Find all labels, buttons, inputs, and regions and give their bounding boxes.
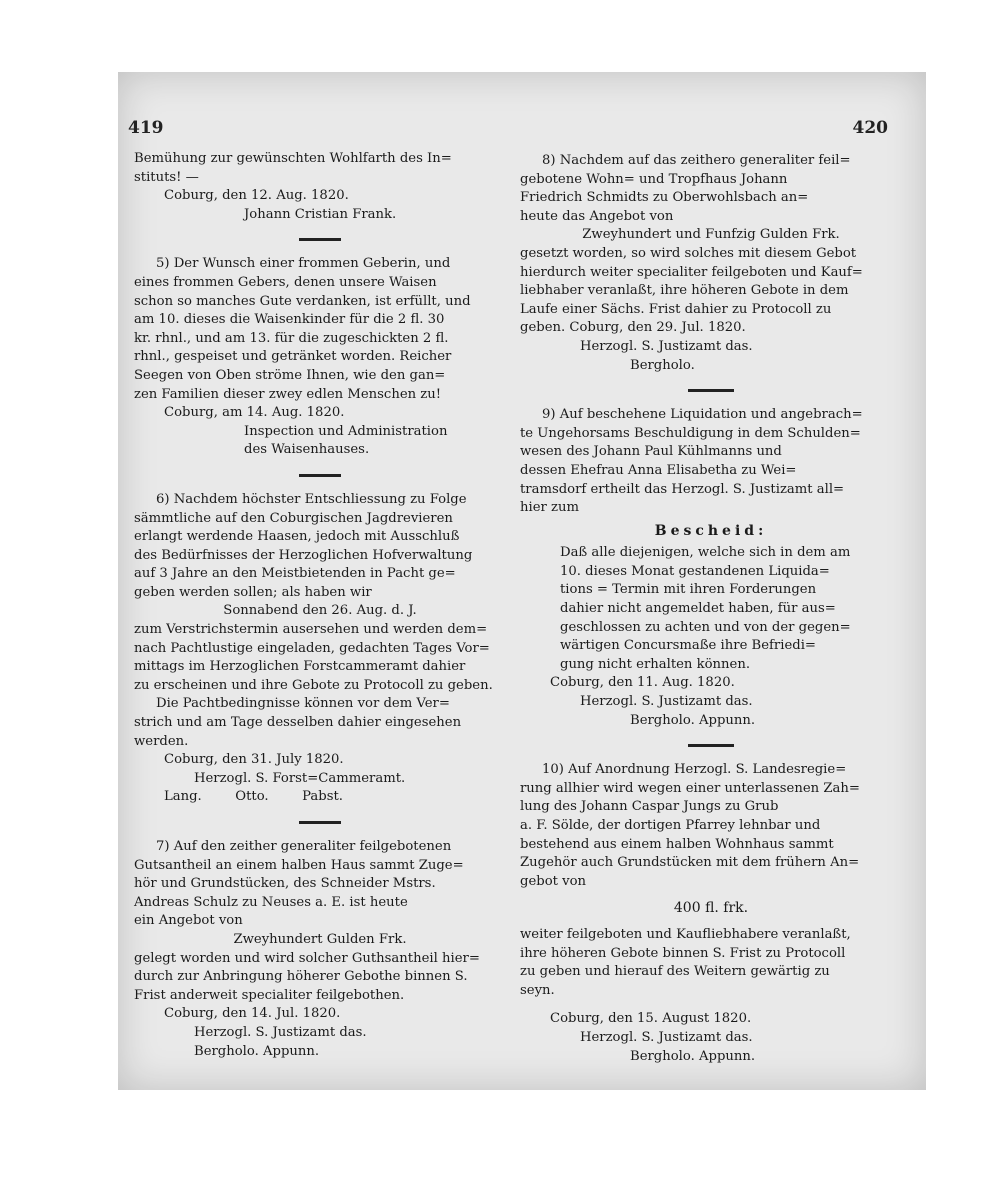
- spacer: [520, 1000, 902, 1010]
- signature: Johann Cristian Frank.: [244, 206, 397, 222]
- dateline: Coburg, den 31. July 1820.: [164, 752, 344, 768]
- text-line: tions = Termin mit ihren Forderungen: [560, 582, 817, 598]
- section-divider: [299, 474, 341, 477]
- text-line: rhnl., gespeiset und getränket worden. Reicher: [134, 349, 452, 365]
- text-line: 9) Auf beschehene Liquidation und angebrach=: [542, 407, 863, 423]
- signature: Bergholo. Appunn.: [194, 1043, 320, 1059]
- text-line: hier zum: [520, 500, 579, 516]
- scanned-page-spread: [118, 72, 926, 1090]
- dateline: Coburg, den 12. Aug. 1820.: [164, 188, 349, 204]
- text-line: am 10. dieses die Waisenkinder für die 2 fl. 30: [134, 312, 445, 328]
- text-line: mittags im Herzoglichen Forstcammeramt dahier: [134, 659, 466, 675]
- text-line: gebotene Wohn= und Tropfhaus Johann: [520, 171, 788, 187]
- amount-line: 400 fl. frk.: [673, 900, 749, 917]
- text-line: durch zur Anbringung höherer Gebothe binnen S.: [134, 969, 468, 985]
- text-line: Zugehör auch Grundstücken mit dem frühern An=: [520, 855, 860, 871]
- text-line: zu erscheinen und ihre Gebote zu Protocoll zu geben.: [134, 677, 493, 693]
- text-line: eines frommen Gebers, denen unsere Waisen: [134, 274, 437, 290]
- text-line: gelegt worden und wird solcher Guthsantheil hier=: [134, 950, 480, 966]
- notice-8: [520, 152, 902, 375]
- dateline: Coburg, den 14. Jul. 1820.: [164, 1006, 341, 1022]
- text-line: des Bedürfnisses der Herzoglichen Hofverwaltung: [134, 547, 473, 563]
- text-line: dahier nicht angemeldet haben, für aus=: [560, 601, 836, 617]
- page-number-right: 420: [852, 118, 888, 138]
- signature: Lang. Otto. Pabst.: [164, 789, 343, 805]
- decision-text: [520, 544, 902, 674]
- text-line: Sonnabend den 26. Aug. d. J.: [223, 603, 417, 619]
- dateline: Coburg, den 15. August 1820.: [550, 1011, 752, 1027]
- text-line: wesen des Johann Paul Kühlmanns und: [520, 444, 782, 460]
- text-line: zum Verstrichstermin ausersehen und werden dem=: [134, 622, 488, 638]
- text-line: seyn.: [520, 982, 555, 998]
- text-line: erlangt werdende Haasen, jedoch mit Ausschluß: [134, 529, 460, 545]
- text-line: rung allhier wird wegen einer unterlassenen Zah=: [520, 780, 860, 796]
- text-line: Frist anderweit specialiter feilgebothen.: [134, 987, 405, 1003]
- text-line: lung des Johann Caspar Jungs zu Grub: [520, 799, 779, 815]
- text-line: Seegen von Oben ströme Ihnen, wie den gan=: [134, 367, 446, 383]
- text-line: Zweyhundert Gulden Frk.: [233, 931, 407, 947]
- left-column: [134, 150, 506, 1061]
- text-line: geschlossen zu achten und von der gegen=: [560, 619, 851, 635]
- text-line: werden.: [134, 733, 189, 749]
- text-line: gebot von: [520, 873, 587, 889]
- section-divider: [299, 821, 341, 824]
- text-line: gesetzt worden, so wird solches mit diesem Gebot: [520, 245, 857, 261]
- text-line: Die Pachtbedingnisse können vor dem Ver=: [156, 696, 450, 712]
- text-line: 10. dieses Monat gestandenen Liquida=: [560, 563, 830, 579]
- text-line: Daß alle diejenigen, welche sich in dem am: [560, 545, 851, 561]
- text-line: 6) Nachdem höchster Entschliessung zu Folge: [156, 491, 467, 507]
- text-line: hör und Grundstücken, des Schneider Mstrs.: [134, 876, 436, 892]
- text-line: 7) Auf den zeither generaliter feilgebotenen: [156, 839, 452, 854]
- dateline: Coburg, am 14. Aug. 1820.: [164, 405, 345, 421]
- text-line: a. F. Sölde, der dortigen Pfarrey lehnbar und: [520, 818, 821, 833]
- text-line: geben werden sollen; als haben wir: [134, 584, 372, 600]
- text-line: dessen Ehefrau Anna Elisabetha zu Wei=: [520, 462, 797, 478]
- text-line: Laufe einer Sächs. Frist dahier zu Protocoll zu: [520, 301, 832, 317]
- section-divider: [688, 744, 734, 747]
- text-line: ihre höheren Gebote binnen S. Frist zu Protocoll: [520, 945, 846, 961]
- signature: Bergholo.: [630, 357, 695, 373]
- text-line: hierdurch weiter specialiter feilgeboten und Kauf=: [520, 264, 863, 280]
- signature: Inspection und Administration: [244, 423, 448, 439]
- signature: Herzogl. S. Justizamt das.: [580, 338, 753, 354]
- dateline: geben. Coburg, den 29. Jul. 1820.: [520, 320, 746, 336]
- text-line: te Ungehorsams Beschuldigung in dem Schulden=: [520, 425, 861, 441]
- text-line: Gutsantheil an einem halben Haus sammt Zuge=: [134, 857, 464, 873]
- notice-7: [134, 838, 506, 1061]
- text-line: schon so manches Gute verdanken, ist erfüllt, und: [134, 293, 471, 309]
- signature: Herzogl. S. Justizamt das.: [194, 1024, 367, 1040]
- text-line: zen Familien dieser zwey edlen Menschen zu!: [134, 386, 442, 402]
- text-line: bestehend aus einem halben Wohnhaus sammt: [520, 836, 834, 852]
- signature: Bergholo. Appunn.: [630, 1048, 756, 1064]
- notice-10: [520, 761, 902, 1066]
- notice-5: [134, 255, 506, 460]
- notice-6: [134, 491, 506, 807]
- page-number-left: 419: [128, 118, 164, 138]
- text-line: Zweyhundert und Funfzig Gulden Frk.: [582, 227, 840, 243]
- text-line: weiter feilgeboten und Kaufliebhabere veranlaßt,: [520, 926, 851, 942]
- text-line: heute das Angebot von: [520, 208, 674, 224]
- text-line: gung nicht erhalten können.: [560, 656, 751, 672]
- text-line: tramsdorf ertheilt das Herzogl. S. Justizamt all=: [520, 481, 845, 497]
- text-line: stituts! —: [134, 169, 199, 185]
- section-divider: [299, 238, 341, 241]
- dateline: Coburg, den 11. Aug. 1820.: [550, 675, 735, 691]
- right-column: [520, 150, 902, 1066]
- signature: Herzogl. S. Justizamt das.: [580, 1029, 753, 1045]
- signature: Herzogl. S. Forst=Cammeramt.: [194, 770, 406, 786]
- text-line: wärtigen Concursmaße ihre Befriedi=: [560, 638, 816, 654]
- text-line: zu geben und hierauf des Weitern gewärtig zu: [520, 964, 830, 980]
- text-line: kr. rhnl., und am 13. für die zugeschickten 2 fl.: [134, 330, 449, 346]
- text-line: Bemühung zur gewünschten Wohlfarth des In=: [134, 151, 452, 166]
- text-line: Andreas Schulz zu Neuses a. E. ist heute: [134, 894, 408, 910]
- text-line: 8) Nachdem auf das zeithero generaliter feil=: [542, 153, 851, 168]
- notice-9: [520, 406, 902, 730]
- text-line: Friedrich Schmidts zu Oberwohlsbach an=: [520, 190, 809, 206]
- text-line: strich und am Tage desselben dahier eingesehen: [134, 715, 462, 731]
- decision-heading: Bescheid:: [654, 522, 768, 539]
- section-divider: [688, 389, 734, 392]
- signature: Bergholo. Appunn.: [630, 712, 756, 728]
- text-line: liebhaber veranlaßt, ihre höheren Gebote in dem: [520, 283, 849, 299]
- text-line: ein Angebot von: [134, 913, 243, 929]
- signature: Herzogl. S. Justizamt das.: [580, 694, 753, 710]
- text-line: nach Pachtlustige eingeladen, gedachten Tages Vor=: [134, 640, 490, 656]
- text-line: auf 3 Jahre an den Meistbietenden in Pacht ge=: [134, 566, 456, 582]
- text-line: 5) Der Wunsch einer frommen Geberin, und: [156, 256, 451, 272]
- text-line: sämmtliche auf den Coburgischen Jagdrevieren: [134, 510, 453, 526]
- signature: des Waisenhauses.: [244, 442, 370, 458]
- text-line: 10) Auf Anordnung Herzogl. S. Landesregie=: [542, 762, 847, 778]
